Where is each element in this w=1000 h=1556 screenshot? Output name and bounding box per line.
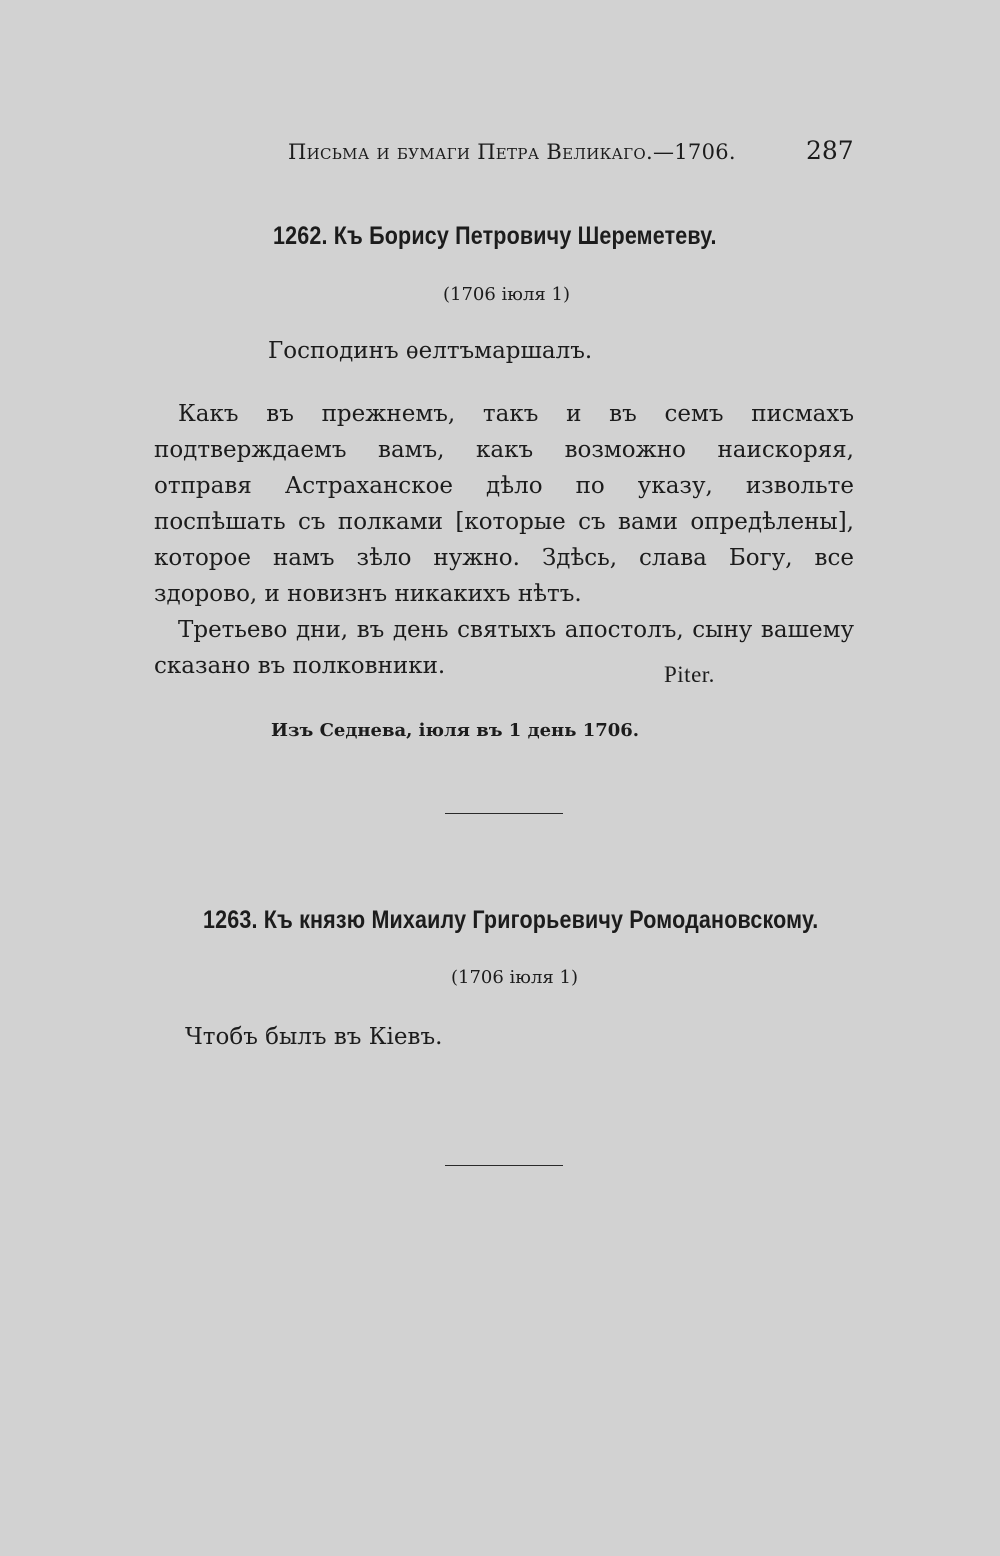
letter-date: (1706 іюля 1) bbox=[443, 284, 570, 305]
letter-signature: Piter. bbox=[664, 662, 715, 687]
letter-paragraph: Третьево дни, въ день святыхъ апостолъ, сыну вашему сказано въ полковники. bbox=[154, 617, 854, 679]
letter-heading: 1262. Къ Борису Петровичу Шереметеву. bbox=[273, 222, 717, 250]
letter-heading: 1263. Къ князю Михаилу Григорьевичу Ромодановскому. bbox=[203, 906, 819, 934]
running-title: Письма и бумаги Петра Великаго.—1706. bbox=[288, 140, 736, 164]
section-divider bbox=[445, 1165, 563, 1166]
letter-paragraph: Какъ въ прежнемъ, такъ и въ семъ писмахъ подтверждаемъ вамъ, какъ возможно наискоряя, отправя Астраханское дѣло по указу, извольте поспѣшать съ полками [которые съ вами опредѣлены], которое намъ зѣло нужно. Здѣсь, слава Богу, все здорово, и новизнъ никакихъ нѣтъ. bbox=[154, 401, 854, 607]
section-divider bbox=[445, 813, 563, 814]
letter-body bbox=[154, 396, 854, 684]
letter-date: (1706 іюля 1) bbox=[451, 967, 578, 988]
letter-salutation: Господинъ ѳелтъмаршалъ. bbox=[268, 338, 593, 364]
page-number: 287 bbox=[806, 136, 854, 165]
letter-place-line: Изъ Седнева, іюля въ 1 день 1706. bbox=[271, 720, 640, 741]
letter-text: Чтобъ былъ въ Кіевъ. bbox=[185, 1024, 443, 1050]
